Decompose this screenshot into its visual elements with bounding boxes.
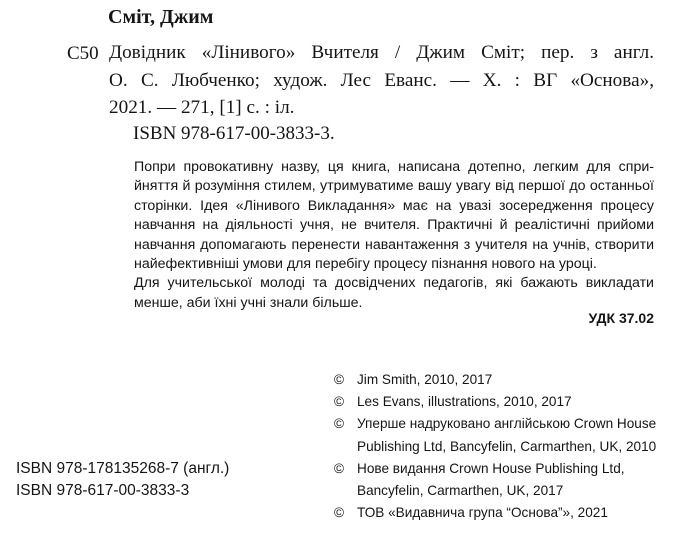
- copyright-line: Уперше надруковано англійською Crown House: [357, 416, 657, 432]
- copyright-symbol: ©: [334, 416, 345, 432]
- copyright-entry: [334, 369, 656, 391]
- annotation-paragraph: [134, 158, 654, 274]
- isbn-english: ISBN 978-178135268-7 (англ.): [16, 460, 230, 477]
- copyright-entry: [334, 413, 656, 435]
- catalog-code: С50: [67, 43, 99, 64]
- isbn-ukrainian: ISBN 978-617-00-3833-3: [16, 481, 190, 499]
- copyright-line: Les Evans, illustrations, 2010, 2017: [357, 394, 572, 410]
- bibliographic-description: [109, 39, 654, 122]
- copyright-entry: [334, 502, 656, 524]
- copyright-line: Publishing Ltd, Bancyfelin, Carmarthen, UK, 2010: [357, 438, 657, 454]
- annotation: [134, 158, 654, 313]
- biblio-line: О. С. Любченко; худож. Лес Еванс. — Х. : ВГ «Основа»,: [109, 69, 654, 91]
- udk-code: УДК 37.02: [588, 310, 654, 326]
- annotation-line: найефективніші умови для перебігу процесу пізнання нового на уроці.: [134, 256, 597, 273]
- biblio-line: 2021. — 271, [1] с. : іл.: [109, 97, 295, 118]
- biblio-line: Довідник «Лінивого» Вчителя / Джим Сміт; пер. з англ.: [109, 42, 654, 63]
- annotation-line: Попри провокативну назву, ця книга, написана дотепно, легким для спри-: [134, 159, 654, 175]
- copyright-line: Jim Smith, 2010, 2017: [357, 372, 493, 387]
- copyright-symbol: ©: [334, 460, 345, 476]
- copyright-symbol: ©: [334, 372, 345, 387]
- annotation-line: йняття й розуміння стилем, утримуватиме вашу увагу від першої до останньої: [134, 178, 654, 195]
- copyright-symbol: ©: [334, 394, 345, 410]
- copyright-line: Нове видання Crown House Publishing Ltd,: [357, 460, 625, 476]
- isbn-main: ISBN 978-617-00-3833-3.: [133, 123, 335, 144]
- copyright-symbol: ©: [334, 505, 345, 521]
- copyright-line: ТОВ «Видавнича група “Основа”», 2021: [357, 505, 608, 521]
- copyright-entry: [334, 391, 656, 413]
- annotation-paragraph: [134, 274, 654, 313]
- annotation-line: навчання допомагають перенести навантаження з учителя на учнів, створити: [134, 236, 654, 253]
- book-author: Сміт, Джим: [108, 6, 214, 28]
- annotation-line: менше, аби їхні учні знали більше.: [134, 294, 363, 311]
- isbn-list: [16, 458, 229, 501]
- annotation-line: навчання на діяльності учня, не вчителя. Практичні й реалістичні прийоми: [134, 217, 654, 234]
- copyright-entry: [334, 458, 656, 480]
- annotation-line: Для учительської молоді та досвідчених педагогів, які бажають викладати: [134, 275, 654, 292]
- copyright-line: Bancyfelin, Carmarthen, UK, 2017: [357, 483, 564, 499]
- copyright-block: [334, 369, 656, 524]
- annotation-line: сторінки. Ідея «Лінивого Викладання» має на увазі зосередження процесу: [134, 197, 654, 214]
